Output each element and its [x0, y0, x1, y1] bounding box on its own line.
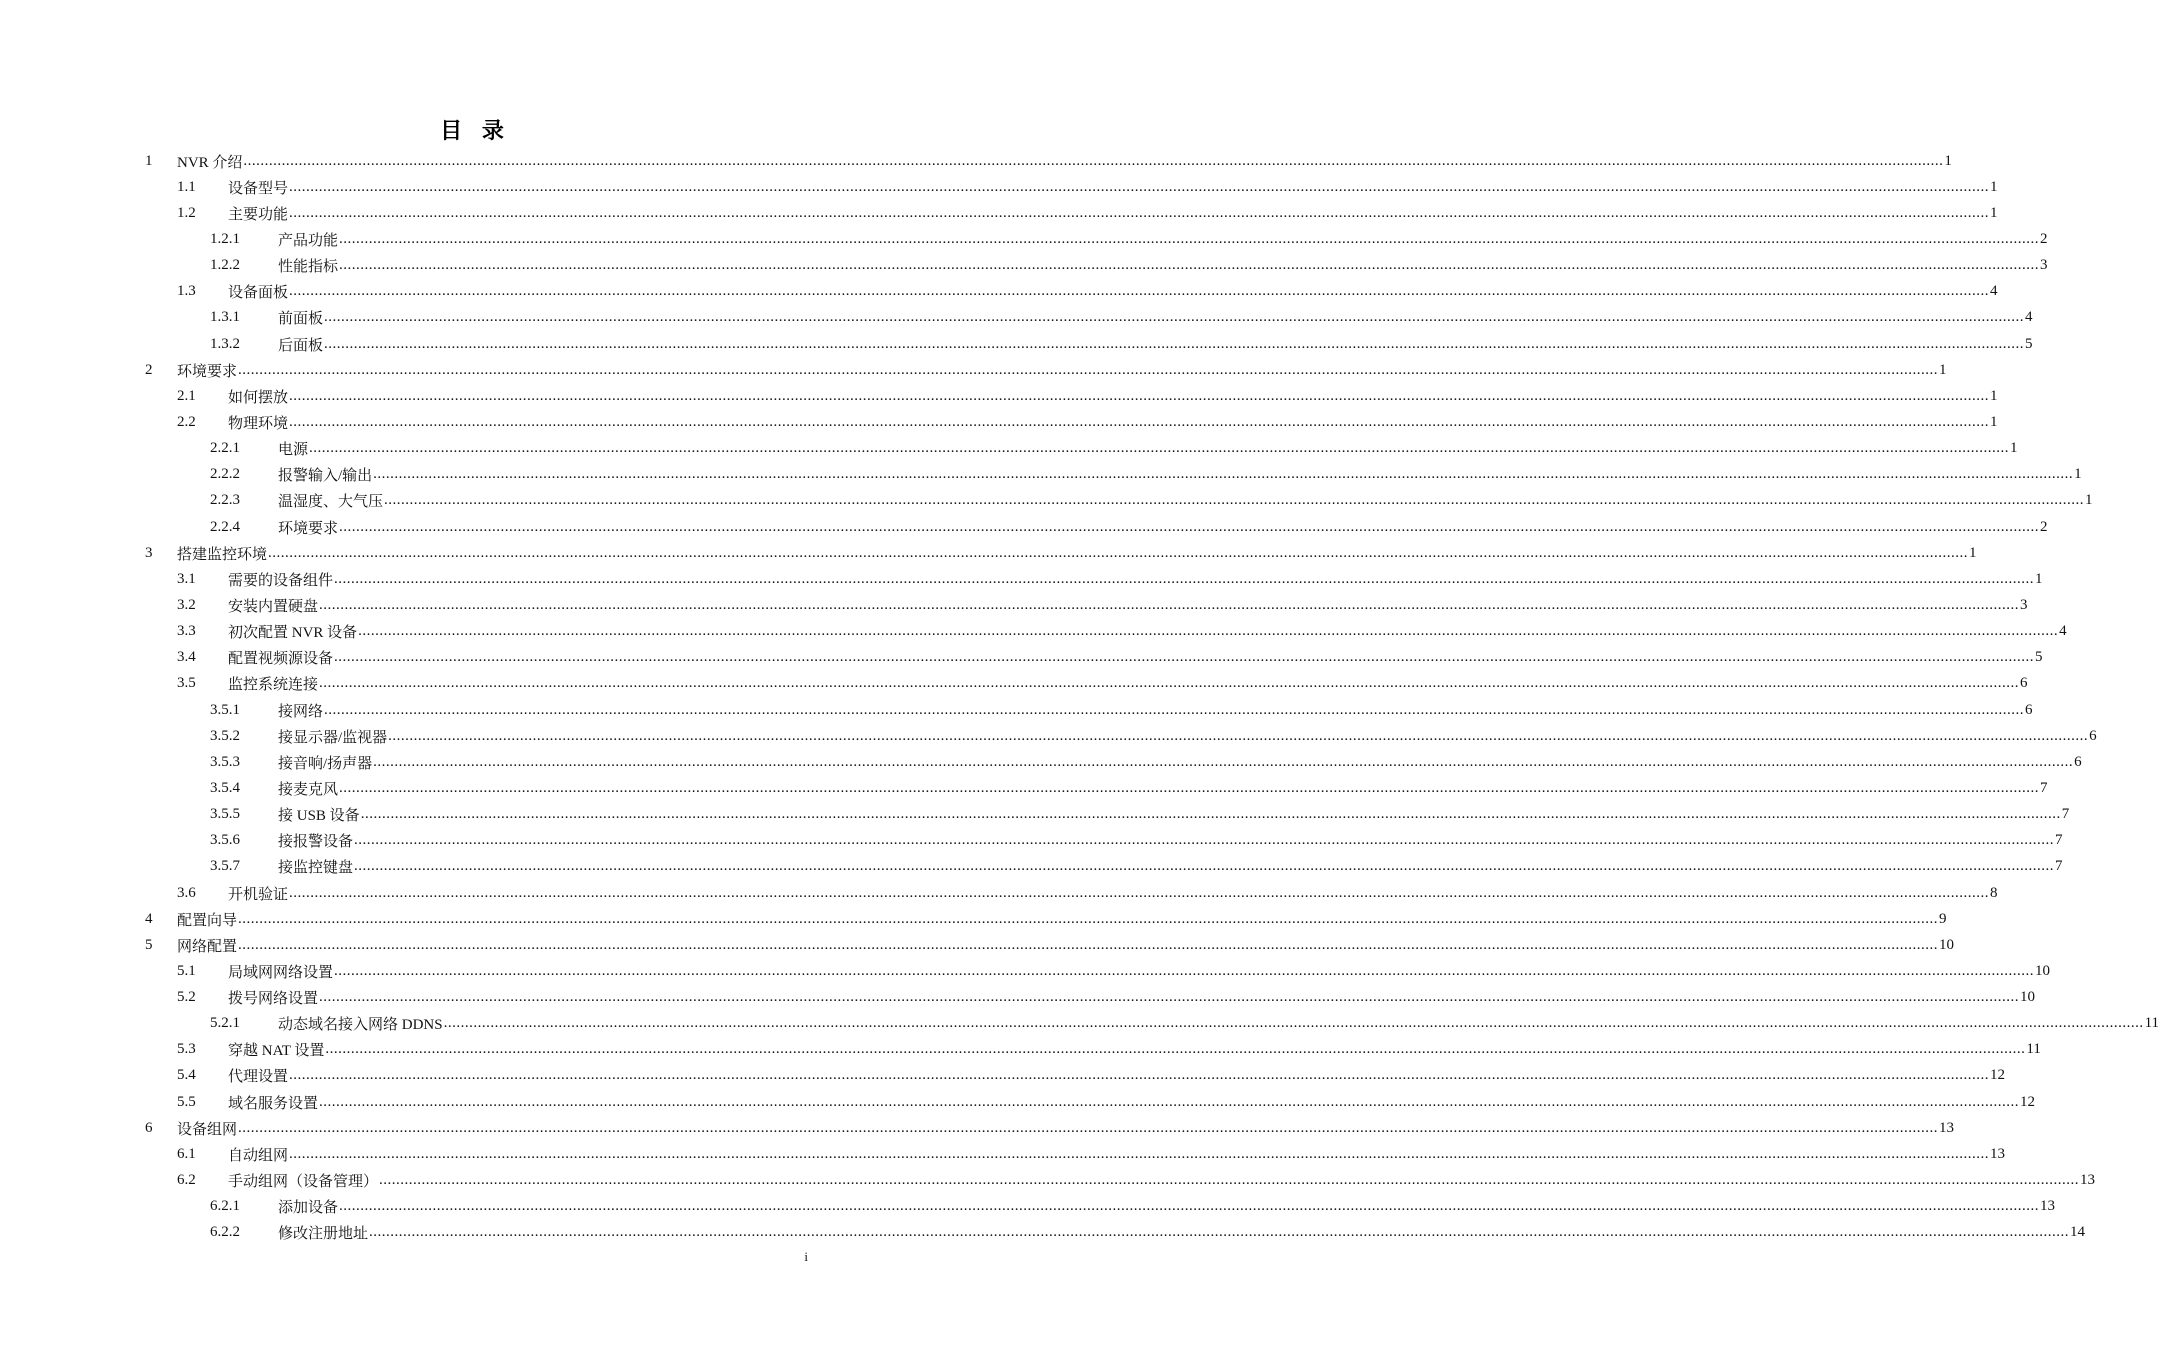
toc-dot-leader: ................................................................................................................................................................................................................................................................................................................................................................................................................	[289, 413, 1990, 430]
toc-entry[interactable]	[0, 540, 1977, 566]
toc-dot-leader: ................................................................................................................................................................................................................................................................................................................................................................................................................	[354, 832, 2055, 849]
toc-entry-line	[278, 307, 2033, 328]
toc-entry[interactable]	[0, 148, 1952, 174]
toc-entry-line	[177, 360, 1947, 381]
toc-entry-line	[278, 778, 2048, 799]
toc-entry-line	[278, 490, 2093, 511]
toc-entry-number: 6.2.1	[210, 1198, 240, 1215]
toc-entry-page: 14	[2070, 1224, 2086, 1241]
toc-entry[interactable]	[0, 828, 2063, 854]
toc-entry-line	[228, 883, 1998, 904]
toc-entry-number: 3.2	[177, 596, 196, 613]
toc-dot-leader: ................................................................................................................................................................................................................................................................................................................................................................................................................	[289, 387, 1990, 404]
toc-entry-number: 3.5.3	[210, 753, 240, 770]
toc-dot-leader: ................................................................................................................................................................................................................................................................................................................................................................................................................	[354, 858, 2055, 875]
toc-entry-page: 1	[1990, 204, 1998, 221]
toc-entry-line	[177, 151, 1952, 172]
toc-entry[interactable]	[0, 357, 1947, 383]
toc-dot-leader: ................................................................................................................................................................................................................................................................................................................................................................................................................	[289, 884, 1990, 901]
toc-entry-number: 6.2.2	[210, 1224, 240, 1241]
toc-dot-leader: ................................................................................................................................................................................................................................................................................................................................................................................................................	[339, 518, 2040, 535]
toc-entry[interactable]	[0, 174, 1998, 200]
toc-entry-number: 2.2.2	[210, 466, 240, 483]
toc-entry-line	[278, 856, 2063, 877]
toc-entry-page: 1	[1990, 387, 1998, 404]
toc-entry-label: 修改注册地址	[278, 1226, 369, 1243]
toc-entry-page: 11	[2144, 1015, 2159, 1032]
toc-entry-page: 10	[2035, 962, 2051, 979]
toc-entry-label: 设备面板	[228, 285, 289, 302]
page-number-footer: i	[804, 1249, 808, 1264]
toc-entry[interactable]	[0, 1063, 2006, 1089]
toc-entry-label: 添加设备	[278, 1200, 339, 1217]
toc-dot-leader: ................................................................................................................................................................................................................................................................................................................................................................................................................	[339, 1198, 2040, 1215]
toc-entry-label: 接网络	[278, 703, 324, 720]
toc-entry[interactable]	[0, 514, 2048, 540]
toc-entry-number: 2.2.3	[210, 492, 240, 509]
toc-entry-label: 网络配置	[177, 938, 238, 955]
toc-entry-label: 手动组网（设备管理）	[228, 1174, 379, 1191]
toc-entry-label: 接音响/扬声器	[278, 755, 373, 772]
toc-entry-number: 2.1	[177, 387, 196, 404]
toc-entry-line	[228, 177, 1998, 198]
toc-entry-line	[177, 1118, 1955, 1139]
toc-dot-leader: ................................................................................................................................................................................................................................................................................................................................................................................................................	[388, 727, 2089, 744]
toc-entry-number: 2	[145, 361, 153, 378]
toc-entry-line	[228, 673, 2028, 694]
toc-entry-label: 环境要求	[177, 363, 238, 380]
toc-dot-leader: ................................................................................................................................................................................................................................................................................................................................................................................................................	[379, 1172, 2080, 1189]
toc-entry-line	[228, 1039, 2041, 1060]
toc-dot-leader: ................................................................................................................................................................................................................................................................................................................................................................................................................	[289, 1145, 1990, 1162]
toc-dot-leader: ................................................................................................................................................................................................................................................................................................................................................................................................................	[358, 623, 2059, 640]
toc-entry[interactable]	[0, 226, 2048, 252]
toc-entry-number: 3.6	[177, 884, 196, 901]
toc-entry-line	[278, 334, 2033, 355]
toc-entry-line	[177, 909, 1947, 930]
toc-entry-label: 初次配置 NVR 设备	[228, 625, 358, 642]
toc-dot-leader: ................................................................................................................................................................................................................................................................................................................................................................................................................	[238, 361, 1939, 378]
toc-entry[interactable]	[0, 200, 1998, 226]
toc-entry[interactable]	[0, 671, 2028, 697]
toc-entry-line	[228, 1170, 2096, 1191]
toc-entry-page: 4	[2059, 623, 2067, 640]
toc-entry-number: 6.2	[177, 1172, 196, 1189]
toc-entry-label: 性能指标	[278, 259, 339, 276]
toc-dot-leader: ................................................................................................................................................................................................................................................................................................................................................................................................................	[360, 806, 2061, 823]
toc-entry-page: 1	[2085, 492, 2093, 509]
toc-entry[interactable]	[0, 854, 2063, 880]
toc-entry-number: 5.2.1	[210, 1015, 240, 1032]
toc-entry-label: 主要功能	[228, 206, 289, 223]
toc-entry-page: 5	[2035, 649, 2043, 666]
toc-dot-leader: ................................................................................................................................................................................................................................................................................................................................................................................................................	[289, 204, 1990, 221]
toc-entry-number: 1.3.1	[210, 309, 240, 326]
toc-entry-label: 需要的设备组件	[228, 572, 334, 589]
toc-entry[interactable]	[0, 279, 1998, 305]
toc-entry-number: 6.1	[177, 1145, 196, 1162]
toc-entry-label: 接麦克风	[278, 781, 339, 798]
toc-entry-line	[228, 987, 2036, 1008]
toc-entry-page: 5	[2025, 335, 2033, 352]
toc-entry-label: 物理环境	[228, 415, 289, 432]
toc-entry-label: 自动组网	[228, 1147, 289, 1164]
toc-entry-number: 3.5.7	[210, 858, 240, 875]
toc-dot-leader: ................................................................................................................................................................................................................................................................................................................................................................................................................	[289, 178, 1990, 195]
toc-entry-page: 1	[1990, 413, 1998, 430]
toc-entry-label: 域名服务设置	[228, 1095, 319, 1112]
toc-entry[interactable]	[0, 906, 1947, 932]
toc-entry-page: 3	[2040, 257, 2048, 274]
toc-dot-leader: ................................................................................................................................................................................................................................................................................................................................................................................................................	[319, 989, 2020, 1006]
toc-entry[interactable]	[0, 1194, 2056, 1220]
toc-entry-number: 1.2.1	[210, 230, 240, 247]
toc-entry[interactable]	[0, 1115, 1955, 1141]
toc-entry[interactable]	[0, 697, 2033, 723]
toc-entry[interactable]	[0, 775, 2048, 801]
toc-entry-page: 7	[2055, 858, 2063, 875]
toc-entry-page: 13	[1939, 1119, 1955, 1136]
toc-entry-label: 局域网网络设置	[228, 964, 334, 981]
toc-entry[interactable]	[0, 566, 2043, 592]
toc-dot-leader: ................................................................................................................................................................................................................................................................................................................................................................................................................	[238, 910, 1939, 927]
toc-entry-label: 电源	[278, 442, 309, 459]
toc-entry-label: 配置向导	[177, 912, 238, 929]
toc-dot-leader: ................................................................................................................................................................................................................................................................................................................................................................................................................	[334, 962, 2035, 979]
toc-entry-line	[278, 1196, 2056, 1217]
toc-entry-line	[278, 700, 2033, 721]
toc-entry-page: 2	[2040, 230, 2048, 247]
toc-entry-line	[278, 464, 2082, 485]
toc-dot-leader: ................................................................................................................................................................................................................................................................................................................................................................................................................	[339, 257, 2040, 274]
toc-entry[interactable]	[0, 619, 2067, 645]
toc-dot-leader: ................................................................................................................................................................................................................................................................................................................................................................................................................	[319, 1093, 2020, 1110]
toc-entry-page: 13	[2040, 1198, 2056, 1215]
toc-entry[interactable]	[0, 1037, 2041, 1063]
toc-entry-line	[177, 543, 1977, 564]
toc-entry-number: 5.2	[177, 989, 196, 1006]
toc-entry-label: 搭建监控环境	[177, 546, 268, 563]
toc-entry-number: 2.2.4	[210, 518, 240, 535]
toc-dot-leader: ................................................................................................................................................................................................................................................................................................................................................................................................................	[243, 152, 1944, 169]
toc-entry-number: 6	[145, 1119, 153, 1136]
toc-entry-page: 6	[2020, 675, 2028, 692]
toc-dot-leader: ................................................................................................................................................................................................................................................................................................................................................................................................................	[373, 466, 2074, 483]
toc-entry-page: 6	[2074, 753, 2082, 770]
toc-entry-line	[228, 647, 2043, 668]
toc-entry-label: 穿越 NAT 设置	[228, 1043, 325, 1060]
toc-entry-page: 8	[1990, 884, 1998, 901]
toc-entry-number: 1	[145, 152, 153, 169]
toc-dot-leader: ................................................................................................................................................................................................................................................................................................................................................................................................................	[268, 544, 1969, 561]
toc-dot-leader: ................................................................................................................................................................................................................................................................................................................................................................................................................	[319, 675, 2020, 692]
toc-entry-line	[278, 1222, 2086, 1243]
toc-entry-number: 1.1	[177, 178, 196, 195]
toc-entry-page: 13	[2080, 1172, 2096, 1189]
toc-entry[interactable]	[0, 958, 2051, 984]
toc-entry-page: 2	[2040, 518, 2048, 535]
toc-dot-leader: ................................................................................................................................................................................................................................................................................................................................................................................................................	[339, 779, 2040, 796]
toc-entry-page: 1	[2074, 466, 2082, 483]
toc-entry-label: 配置视频源设备	[228, 651, 334, 668]
toc-dot-leader: ................................................................................................................................................................................................................................................................................................................................................................................................................	[309, 440, 2010, 457]
toc-entry-number: 1.3.2	[210, 335, 240, 352]
toc-entry-number: 5.1	[177, 962, 196, 979]
toc-entry[interactable]	[0, 253, 2048, 279]
toc-entry-label: 后面板	[278, 337, 324, 354]
toc-entry-page: 4	[2025, 309, 2033, 326]
toc-dot-leader: ................................................................................................................................................................................................................................................................................................................................................................................................................	[334, 649, 2035, 666]
toc-entry-label: 监控系统连接	[228, 677, 319, 694]
toc-entry-number: 1.3	[177, 283, 196, 300]
toc-entry[interactable]	[0, 592, 2028, 618]
toc-entry-label: 温湿度、大气压	[278, 494, 384, 511]
toc-dot-leader: ................................................................................................................................................................................................................................................................................................................................................................................................................	[443, 1015, 2144, 1032]
toc-entry[interactable]	[0, 1220, 2086, 1246]
toc-entry-page: 1	[2035, 570, 2043, 587]
toc-entry-page: 10	[1939, 936, 1955, 953]
toc-entry[interactable]	[0, 1141, 2006, 1167]
toc-entry-label: 开机验证	[228, 886, 289, 903]
toc-entry-number: 3.5	[177, 675, 196, 692]
toc-entry-label: 接 USB 设备	[278, 808, 360, 825]
toc-entry-line	[228, 281, 1998, 302]
toc-entry-number: 4	[145, 910, 153, 927]
toc-entry-line	[228, 1065, 2006, 1086]
toc-entry-page: 4	[1990, 283, 1998, 300]
toc-entry[interactable]	[0, 331, 2033, 357]
toc-entry-line	[278, 752, 2082, 773]
toc-entry-label: 环境要求	[278, 520, 339, 537]
toc-dot-leader: ................................................................................................................................................................................................................................................................................................................................................................................................................	[369, 1224, 2070, 1241]
toc-entry-label: 前面板	[278, 311, 324, 328]
toc-entry-number: 5.3	[177, 1041, 196, 1058]
toc-entry-label: 安装内置硬盘	[228, 598, 319, 615]
toc-entry[interactable]	[0, 802, 2070, 828]
toc-title: 目 录	[440, 119, 510, 144]
toc-entry-page: 9	[1939, 910, 1947, 927]
toc-entry-page: 7	[2055, 832, 2063, 849]
toc-entry-number: 3.5.1	[210, 701, 240, 718]
toc-entry-page: 1	[2010, 440, 2018, 457]
toc-entry-page: 1	[1944, 152, 1952, 169]
toc-entry-number: 2.2	[177, 413, 196, 430]
toc-entry-page: 12	[1990, 1067, 2006, 1084]
toc-entry-label: NVR 介绍	[177, 154, 243, 171]
toc-entry-line	[278, 804, 2070, 825]
toc-entry-page: 6	[2089, 727, 2097, 744]
toc-entry-line	[278, 1013, 2159, 1034]
toc-entry[interactable]	[0, 409, 1998, 435]
toc-entry-number: 5.4	[177, 1067, 196, 1084]
toc-entry-page: 1	[1990, 178, 1998, 195]
toc-entry[interactable]	[0, 880, 1998, 906]
toc-dot-leader: ................................................................................................................................................................................................................................................................................................................................................................................................................	[324, 335, 2025, 352]
toc-entry[interactable]	[0, 305, 2033, 331]
toc-entry-label: 动态域名接入网络 DDNS	[278, 1017, 443, 1034]
toc-entry-page: 6	[2025, 701, 2033, 718]
toc-entry-label: 报警输入/输出	[278, 468, 373, 485]
toc-entry-number: 1.2.2	[210, 257, 240, 274]
toc-entry-page: 7	[2040, 779, 2048, 796]
toc-entry-line	[278, 517, 2048, 538]
toc-entry-label: 接监控键盘	[278, 860, 354, 877]
toc-entry-number: 5.5	[177, 1093, 196, 1110]
toc-entry[interactable]	[0, 645, 2043, 671]
toc-entry-line	[278, 255, 2048, 276]
toc-dot-leader: ................................................................................................................................................................................................................................................................................................................................................................................................................	[324, 309, 2025, 326]
toc-dot-leader: ................................................................................................................................................................................................................................................................................................................................................................................................................	[324, 701, 2025, 718]
toc-entry-label: 代理设置	[228, 1069, 289, 1086]
toc-dot-leader: ................................................................................................................................................................................................................................................................................................................................................................................................................	[289, 283, 1990, 300]
toc-entry-page: 11	[2026, 1041, 2041, 1058]
toc-entry-page: 10	[2020, 989, 2036, 1006]
toc-entry-number: 2.2.1	[210, 440, 240, 457]
toc-entry-label: 接报警设备	[278, 834, 354, 851]
toc-dot-leader: ................................................................................................................................................................................................................................................................................................................................................................................................................	[289, 1067, 1990, 1084]
toc-entry-line	[228, 1092, 2036, 1113]
toc-entry-line	[278, 229, 2048, 250]
toc-entry-line	[228, 961, 2051, 982]
toc-entry-number: 1.2	[177, 204, 196, 221]
toc-entry-label: 如何摆放	[228, 389, 289, 406]
toc-dot-leader: ................................................................................................................................................................................................................................................................................................................................................................................................................	[334, 570, 2035, 587]
toc-entry[interactable]	[0, 723, 2097, 749]
toc-entry[interactable]	[0, 749, 2082, 775]
toc-entry-number: 3.5.2	[210, 727, 240, 744]
toc-entry-page: 13	[1990, 1145, 2006, 1162]
toc-entry-line	[228, 203, 1998, 224]
toc-entry-line	[177, 935, 1955, 956]
toc-entry-line	[278, 438, 2018, 459]
toc-entry[interactable]	[0, 985, 2036, 1011]
toc-entry-number: 3.5.4	[210, 779, 240, 796]
toc-entry-line	[228, 1144, 2006, 1165]
toc-entry-line	[228, 621, 2067, 642]
toc-dot-leader: ................................................................................................................................................................................................................................................................................................................................................................................................................	[339, 230, 2040, 247]
toc-entry-label: 产品功能	[278, 232, 339, 249]
toc-entry-line	[228, 569, 2043, 590]
toc-entry-page: 3	[2020, 596, 2028, 613]
toc-entry[interactable]	[0, 383, 1998, 409]
toc-dot-leader: ................................................................................................................................................................................................................................................................................................................................................................................................................	[238, 1119, 1939, 1136]
toc-entry-page: 7	[2061, 806, 2070, 823]
toc-entry-page: 12	[2020, 1093, 2036, 1110]
toc-entry[interactable]	[0, 488, 2093, 514]
toc-entry-label: 设备型号	[228, 180, 289, 197]
toc-entry[interactable]	[0, 436, 2018, 462]
toc-list	[0, 148, 2159, 1246]
toc-entry-page: 1	[1969, 544, 1977, 561]
toc-entry-number: 3.1	[177, 570, 196, 587]
toc-entry-number: 3.5.5	[210, 806, 240, 823]
toc-entry-line	[228, 595, 2028, 616]
toc-entry-label: 设备组网	[177, 1121, 238, 1138]
toc-entry-line	[228, 386, 1998, 407]
toc-entry[interactable]	[0, 1167, 2096, 1193]
toc-dot-leader: ................................................................................................................................................................................................................................................................................................................................................................................................................	[238, 936, 1939, 953]
toc-entry-number: 3.4	[177, 649, 196, 666]
toc-entry-number: 3	[145, 544, 153, 561]
toc-entry-line	[278, 830, 2063, 851]
toc-entry-number: 5	[145, 936, 153, 953]
toc-entry-label: 拨号网络设置	[228, 991, 319, 1008]
toc-dot-leader: ................................................................................................................................................................................................................................................................................................................................................................................................................	[319, 596, 2020, 613]
toc-entry[interactable]	[0, 462, 2082, 488]
toc-entry[interactable]	[0, 1089, 2036, 1115]
toc-entry-number: 3.3	[177, 623, 196, 640]
toc-dot-leader: ................................................................................................................................................................................................................................................................................................................................................................................................................	[325, 1041, 2026, 1058]
toc-entry[interactable]	[0, 1011, 2159, 1037]
toc-entry-page: 1	[1939, 361, 1947, 378]
toc-dot-leader: ................................................................................................................................................................................................................................................................................................................................................................................................................	[384, 492, 2085, 509]
toc-entry-line	[278, 726, 2097, 747]
toc-dot-leader: ................................................................................................................................................................................................................................................................................................................................................................................................................	[373, 753, 2074, 770]
toc-entry-number: 3.5.6	[210, 832, 240, 849]
toc-entry-label: 接显示器/监视器	[278, 729, 388, 746]
toc-entry[interactable]	[0, 932, 1955, 958]
toc-entry-line	[228, 412, 1998, 433]
